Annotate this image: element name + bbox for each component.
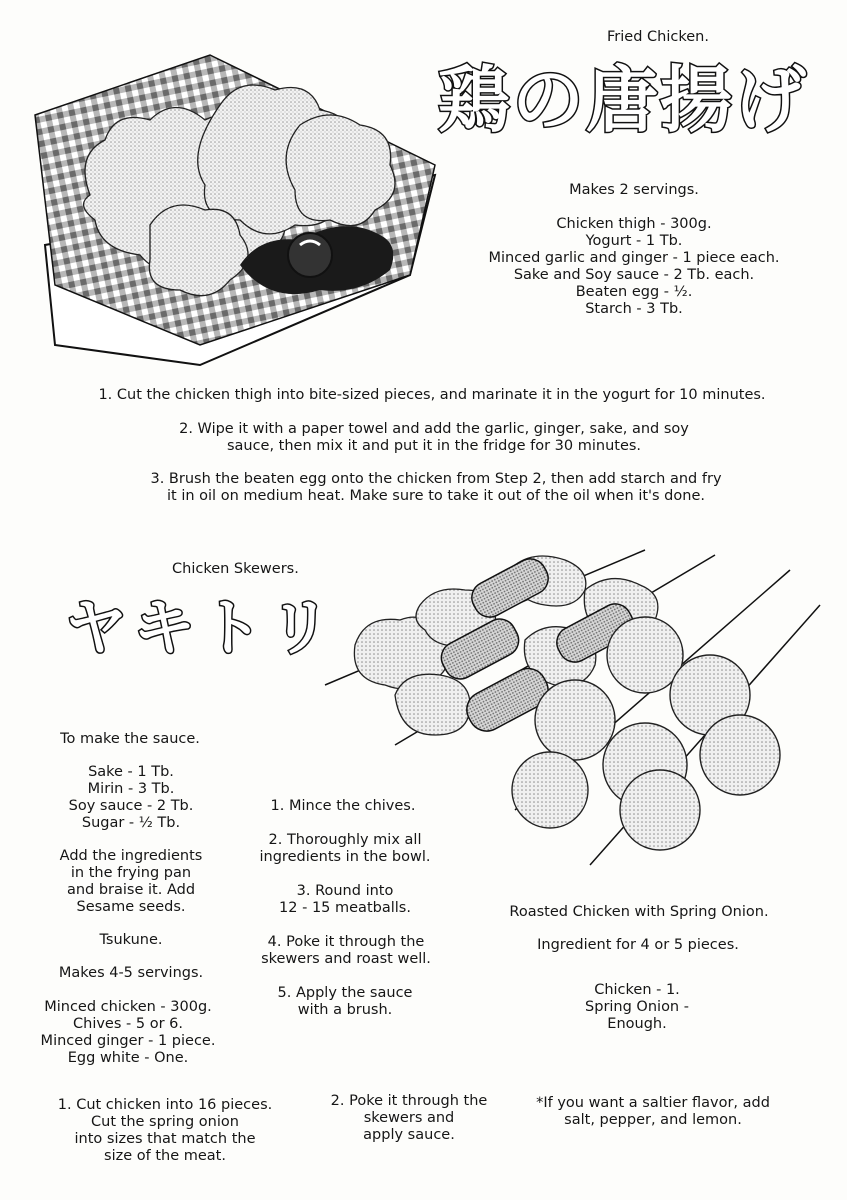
ingredient-line: Sake - 1 Tb. — [88, 764, 174, 780]
ingredient-line: Sake and Soy sauce - 2 Tb. each. — [513, 267, 755, 283]
step-line: 3. Round into — [296, 883, 394, 899]
fried-chicken-step-2 — [179, 421, 689, 455]
step-line: ingredients in the bowl. — [259, 849, 431, 865]
step-line: into sizes that match the — [74, 1131, 256, 1147]
step-line: sauce, then mix it and put it in the fridge for 30 minutes. — [226, 438, 642, 454]
fried-chicken-ingredients — [488, 216, 779, 318]
fried-chicken-step-1: 1. Cut the chicken thigh into bite-sized pieces, and marinate it in the yogurt for 10 minutes. — [98, 387, 766, 403]
yakitori-english-title: Chicken Skewers. — [172, 561, 299, 577]
ingredient-line: Chicken - 1. — [594, 982, 680, 998]
method-line: and braise it. Add — [66, 882, 196, 898]
ingredient-line: Minced garlic and ginger - 1 piece each. — [488, 250, 780, 266]
ingredient-line: Enough. — [607, 1016, 667, 1032]
negima-heading: Roasted Chicken with Spring Onion. — [509, 904, 769, 920]
tsukune-ingredients — [41, 999, 216, 1067]
ingredient-line: Yogurt - 1 Tb. — [585, 233, 683, 249]
step-line: it in oil on medium heat. Make sure to take it out of the oil when it's done. — [167, 488, 705, 504]
step-line: apply sauce. — [363, 1127, 455, 1143]
negima-ingredients — [585, 982, 689, 1033]
ingredient-line: Spring Onion - — [585, 999, 689, 1015]
step-line: size of the meat. — [104, 1148, 226, 1164]
step-line: 3. Brush the beaten egg onto the chicken from Step 2, then add starch and fry — [150, 471, 722, 487]
step-line: 2. Thoroughly mix all — [268, 832, 422, 848]
sauce-heading: To make the sauce. — [60, 731, 200, 747]
negima-note — [536, 1095, 770, 1129]
method-line: Sesame seeds. — [76, 899, 186, 915]
tsukune-servings: Makes 4-5 servings. — [58, 965, 204, 981]
ingredient-line: Starch - 3 Tb. — [585, 301, 683, 317]
note-line: *If you want a saltier flavor, add — [536, 1095, 770, 1111]
negima-yield: Ingredient for 4 or 5 pieces. — [537, 937, 739, 953]
step-line: 12 - 15 meatballs. — [279, 900, 411, 916]
ingredient-line: Minced ginger - 1 piece. — [40, 1033, 216, 1049]
step-line: 4. Poke it through the — [267, 934, 425, 950]
note-line: salt, pepper, and lemon. — [564, 1112, 742, 1128]
ingredient-line: Mirin - 3 Tb. — [87, 781, 175, 797]
step-line: 2. Poke it through the — [330, 1093, 488, 1109]
ingredient-line: Beaten egg - ½. — [575, 284, 693, 300]
sauce-method — [60, 848, 203, 916]
step-line: 2. Wipe it with a paper towel and add the garlic, ginger, sake, and soy — [179, 421, 689, 437]
ingredient-line: Soy sauce - 2 Tb. — [68, 798, 194, 814]
tsukune-heading: Tsukune. — [99, 932, 163, 948]
ingredient-line: Chicken thigh - 300g. — [556, 216, 712, 232]
fried-chicken-step-3 — [150, 471, 721, 505]
tsukune-step-1: 1. Mince the chives. — [270, 798, 416, 814]
negima-step-1 — [58, 1097, 272, 1165]
step-line: 1. Cut chicken into 16 pieces. — [57, 1097, 273, 1113]
tsukune-step-3 — [279, 883, 411, 917]
step-line: skewers and — [363, 1110, 455, 1126]
ingredient-line: Sugar - ½ Tb. — [81, 815, 181, 831]
fried-chicken-english-title: Fried Chicken. — [607, 29, 709, 45]
method-line: Add the ingredients — [59, 848, 203, 864]
tsukune-step-5 — [278, 985, 413, 1019]
yakitori-japanese-title: ヤキトリ — [65, 591, 338, 664]
step-line: 5. Apply the sauce — [277, 985, 413, 1001]
step-line: with a brush. — [297, 1002, 393, 1018]
tsukune-step-2 — [260, 832, 431, 866]
tsukune-step-4 — [261, 934, 431, 968]
chicken-skewers-illustration — [325, 545, 825, 875]
ingredient-line: Minced chicken - 300g. — [44, 999, 212, 1015]
ingredient-line: Chives - 5 or 6. — [73, 1016, 183, 1032]
step-line: Cut the spring onion — [91, 1114, 239, 1130]
fried-chicken-servings: Makes 2 servings. — [569, 182, 699, 198]
ingredient-line: Egg white - One. — [67, 1050, 189, 1066]
negima-step-2 — [331, 1093, 488, 1144]
method-line: in the frying pan — [70, 865, 192, 881]
fried-chicken-basket-illustration — [30, 45, 470, 375]
fried-chicken-japanese-title: 鶏の唐揚げ — [438, 58, 809, 142]
sauce-ingredients — [69, 764, 194, 832]
step-line: skewers and roast well. — [261, 951, 431, 967]
